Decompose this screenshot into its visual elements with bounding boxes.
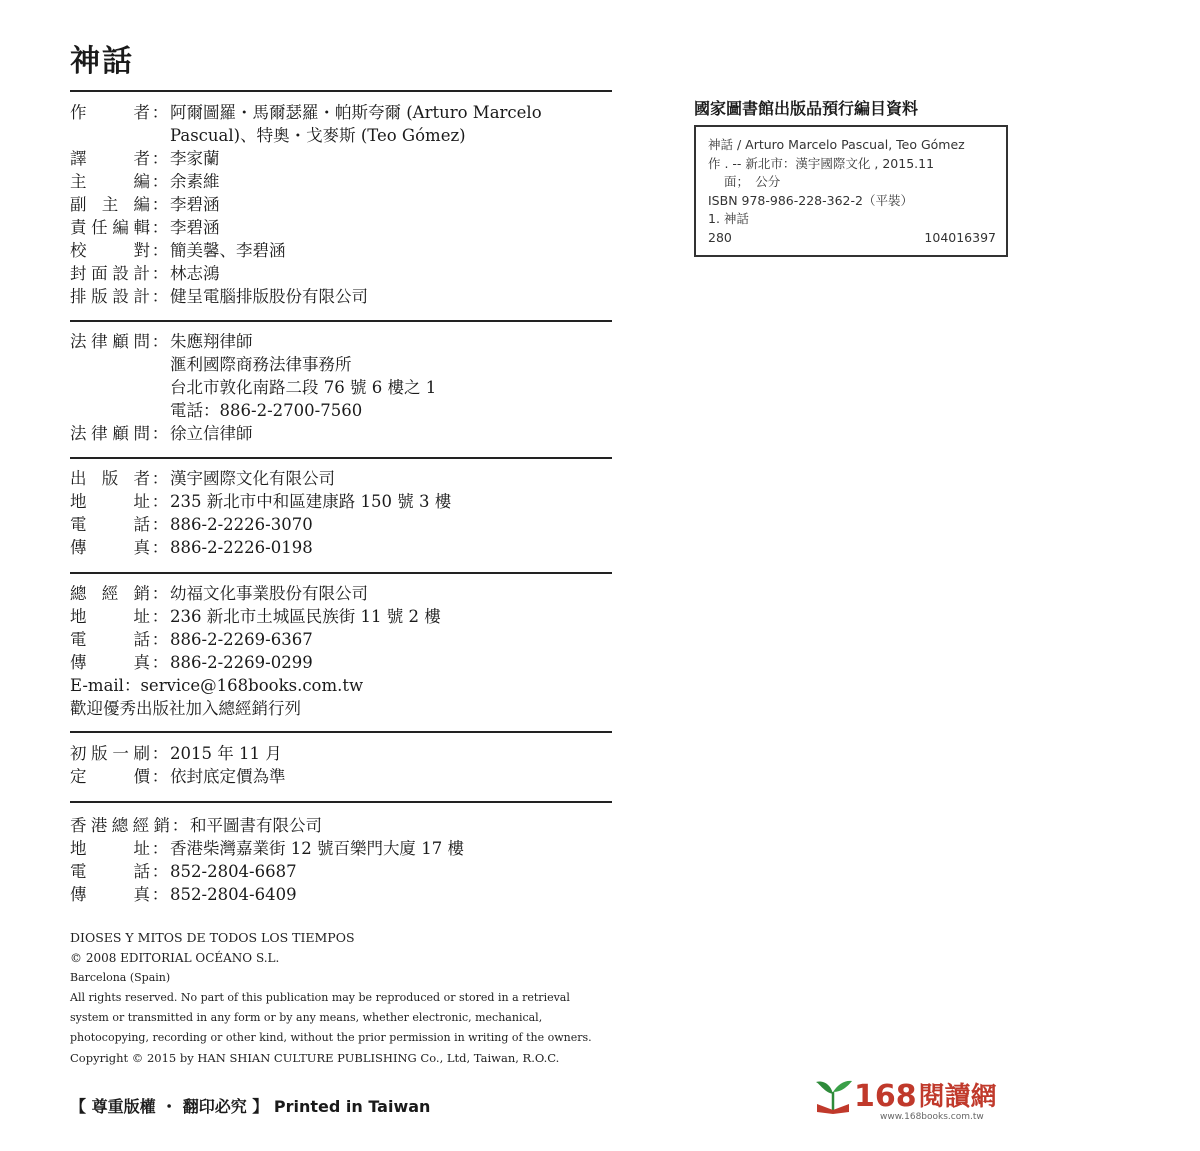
- book-sprout-icon: [812, 1074, 854, 1114]
- rights-statement: All rights reserved. No part of this publication may be reproduced or stored in a retrieval system or transmitted in any form or by any means, whether electronic, mechanical, photocopying, recording or other kind, without the prior permission in writing of the owners.: [70, 991, 592, 1044]
- original-title: DIOSES Y MITOS DE TODOS LOS TIEMPOS: [70, 930, 355, 945]
- cip-line: 神話 / Arturo Marcelo Pascual, Teo Gómez: [708, 137, 965, 152]
- translator-value: 李家蘭: [170, 149, 220, 168]
- counsel2-value: 徐立信律師: [170, 424, 253, 443]
- author-row: 作 者 ： 阿爾圖羅・馬爾瑟羅・帕斯夸爾 (Arturo Marcelo: [70, 103, 542, 122]
- hk-address: 香港柴灣嘉業街 12 號百樂門大廈 17 樓: [170, 839, 464, 858]
- hk-fax: 852-2804-6409: [170, 885, 297, 904]
- typesetting-value: 健呈電腦排版股份有限公司: [170, 287, 368, 306]
- publisher-block: 出版者 ： 漢宇國際文化有限公司 地 址 ： 235 新北市中和區建康路 150 號 3 樓 電 話 ： 886-2-2226-3070 傳 真 ： 886-2-2226-0198: [70, 469, 452, 557]
- cip-isbn: ISBN 978-986-228-362-2（平裝）: [708, 192, 913, 208]
- law-firm: 滙利國際商務法律事務所: [170, 355, 352, 374]
- logo-number: 168: [854, 1079, 917, 1114]
- cip-record-number: 104016397: [924, 229, 996, 245]
- hongkong-block: 香港總經銷 ： 和平圖書有限公司 地 址 ： 香港柴灣嘉業街 12 號百樂門大廈 17 樓 電 話 ： 852-2804-6687 傳 真 ： 852-2804-6409: [70, 816, 464, 904]
- responsible-editor-value: 李碧涵: [170, 218, 220, 237]
- translation-copyright: Copyright © 2015 by HAN SHIAN CULTURE PUBLISHING Co., Ltd, Taiwan, R.O.C.: [70, 1051, 560, 1065]
- publisher-fax: 886-2-2226-0198: [170, 538, 313, 557]
- distributor-block: 總經銷 ： 幼福文化事業股份有限公司 地 址 ： 236 新北市土城區民族街 11 號 2 樓 電 話 ： 886-2-2269-6367 傳 真 ： 886-2-2269-0299 E-mail：service@168books.com.tw 歡迎優秀出版社加入總經銷行列: [70, 582, 615, 720]
- author-value: 阿爾圖羅・馬爾瑟羅・帕斯夸爾 (Arturo Marcelo: [170, 103, 542, 122]
- original-city: Barcelona (Spain): [70, 971, 171, 984]
- law-firm-phone: 電話：886-2-2700-7560: [170, 401, 363, 420]
- divider: [70, 731, 612, 733]
- logo-url: www.168books.com.tw: [880, 1112, 984, 1122]
- distributor-welcome: 歡迎優秀出版社加入總經銷行列: [70, 699, 301, 718]
- book-title: 神話: [70, 44, 134, 79]
- proofreader-value: 簡美馨、李碧涵: [170, 241, 286, 260]
- original-edition: [70, 928, 610, 1068]
- divider: [70, 572, 612, 574]
- publisher-name: 漢宇國際文化有限公司: [170, 469, 335, 488]
- cip-box: [694, 125, 1008, 257]
- divider: [70, 320, 612, 322]
- publisher-phone: 886-2-2226-3070: [170, 515, 313, 534]
- law-firm-address: 台北市敦化南路二段 76 號 6 樓之 1: [170, 378, 437, 397]
- cip-heading: 國家圖書館出版品預行編目資料: [694, 99, 919, 118]
- author-value-cont: Pascual)、特奧・戈麥斯 (Teo Gómez): [170, 126, 466, 145]
- distributor-address: 236 新北市土城區民族街 11 號 2 樓: [170, 607, 441, 626]
- chief-editor-value: 余素維: [170, 172, 220, 191]
- site-logo: [812, 1074, 997, 1114]
- hk-phone: 852-2804-6687: [170, 862, 297, 881]
- counsel1-value: 朱應翔律師: [170, 332, 253, 351]
- distributor-email: E-mail：service@168books.com.tw: [70, 676, 364, 695]
- price-value: 依封底定價為準: [170, 767, 286, 786]
- cip-class-number: 280: [708, 229, 732, 245]
- distributor-fax: 886-2-2269-0299: [170, 653, 313, 672]
- distributor-phone: 886-2-2269-6367: [170, 630, 313, 649]
- legal-block: 法律顧問 ： 朱應翔律師 滙利國際商務法律事務所 台北市敦化南路二段 76 號 6 樓之 1 電話：886-2-2700-7560 法律顧問 ： 徐立信律師: [70, 330, 615, 445]
- logo-name: 閱讀網: [918, 1082, 997, 1112]
- original-copyright: © 2008 EDITORIAL OCÉANO S.L.: [70, 951, 280, 965]
- hk-agent-value: 和平圖書有限公司: [190, 816, 322, 835]
- divider: [70, 801, 612, 803]
- divider: [70, 90, 612, 92]
- cover-design-value: 林志鴻: [170, 264, 220, 283]
- cip-line: 作 . -- 新北市：漢宇國際文化 , 2015.11: [708, 155, 935, 171]
- cip-line: 面； 公分: [724, 174, 781, 189]
- publisher-address: 235 新北市中和區建康路 150 號 3 樓: [170, 492, 452, 511]
- distributor-name: 幼福文化事業股份有限公司: [170, 584, 368, 603]
- divider: [70, 457, 612, 459]
- first-print-value: 2015 年 11 月: [170, 744, 282, 763]
- cip-line: 1. 神話: [708, 211, 749, 226]
- footer-notice: 【 尊重版權 ・ 翻印必究 】 Printed in Taiwan: [70, 1097, 431, 1116]
- edition-block: 初版一刷 ： 2015 年 11 月 定 價 ： 依封底定價為準: [70, 744, 286, 786]
- deputy-editor-value: 李碧涵: [170, 195, 220, 214]
- credits-block: 作 者 ： 阿爾圖羅・馬爾瑟羅・帕斯夸爾 (Arturo Marcelo Pascual)、特奧・戈麥斯 (Teo Gómez) 譯 者 ： 李家蘭 主 編 ： 余素維 副主編 ： 李碧涵 責任編輯 ： 李碧涵 校 對 ： 簡美馨、李碧涵 封面設計 ： 林志鴻 排版設計 ： 健呈電腦排版股份有限公司: [70, 101, 615, 308]
